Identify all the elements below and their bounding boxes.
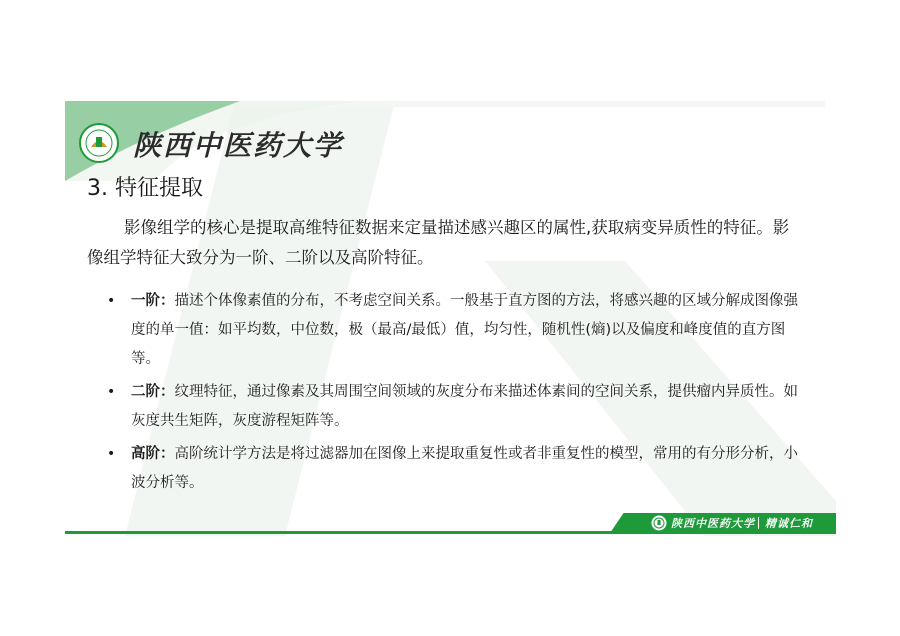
footer-line [65,531,836,534]
list-item [105,378,805,436]
slide [65,101,836,536]
footer-school-name: 陕西中医药大学 [671,517,755,530]
bullet-dot: • [107,384,116,400]
bullet-term: 一阶： [131,293,175,309]
bullet-text: 高阶统计学方法是将过滤器加在图像上来提取重复性或者非重复性的模型，常用的有分形分析，小波分析等。 [131,446,798,491]
list-item [105,287,805,374]
section-title: 3. 特征提取 [87,176,203,201]
bullet-list [105,287,805,502]
intro-paragraph: 影像组学的核心是提取高维特征数据来定量描述感兴趣区的属性,获取病变异质性的特征。影像组学特征大致分为一阶、二阶以及高阶特征。 [87,218,790,267]
footer-motto: 精诚仁和 [765,517,813,530]
bullet-dot: • [107,293,116,309]
list-item [105,440,805,498]
university-name: 陕西中医药大学 [133,129,344,162]
bullet-text: 描述个体像素值的分布，不考虑空间关系。一般基于直方图的方法，将感兴趣的区域分解成图像强度的单一值：如平均数，中位数，极（最高/最低）值，均匀性，随机性(熵)以及偏度和峰度值的直方图等。 [131,293,798,367]
bullet-term: 高阶： [131,446,175,462]
bullet-term: 二阶： [131,384,175,400]
footer-emblem-icon [651,515,667,531]
university-emblem-icon [79,123,119,163]
footer-divider [758,517,759,529]
bullet-text: 纹理特征，通过像素及其周围空间领域的灰度分布来描述体素间的空间关系，提供瘤内异质性。如灰度共生矩阵，灰度游程矩阵等。 [131,384,798,429]
bullet-dot: • [107,446,116,462]
